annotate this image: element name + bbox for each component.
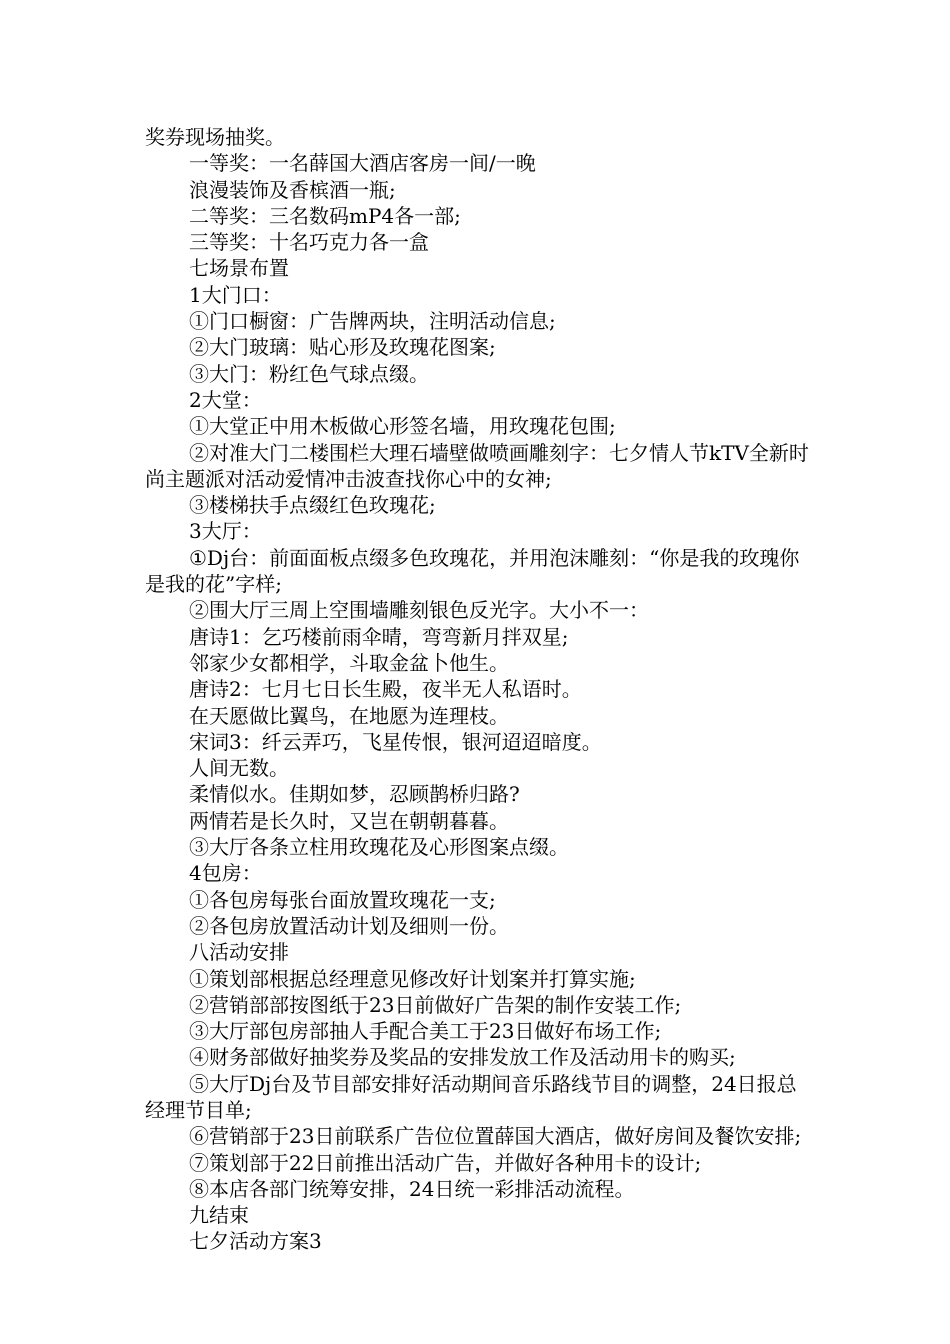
document-body (145, 124, 810, 1255)
paragraph: 4包房： (189, 861, 262, 886)
section-heading: 九结束 (189, 1203, 249, 1228)
paragraph: 邻家少女都相学，斗取金盆卜他生。 (189, 650, 509, 675)
paragraph: ①策划部根据总经理意见修改好计划案并打算实施; (189, 966, 636, 991)
paragraph: 两情若是长久时，又岂在朝朝暮暮。 (189, 808, 509, 833)
section-heading: 七夕活动方案3 (189, 1229, 322, 1254)
paragraph: ⑥营销部于23日前联系广告位位置薛国大酒店，做好房间及餐饮安排; (189, 1124, 802, 1149)
paragraph: ②各包房放置活动计划及细则一份。 (189, 913, 509, 938)
paragraph: ⑦策划部于22日前推出活动广告，并做好各种用卡的设计; (189, 1150, 702, 1175)
paragraph: ①各包房每张台面放置玫瑰花一支; (189, 887, 496, 912)
section-heading: 八活动安排 (189, 940, 289, 965)
paragraph: ③大厅部包房部抽人手配合美工于23日做好布场工作; (189, 1019, 662, 1044)
paragraph: ②大门玻璃：贴心形及玫瑰花图案; (189, 335, 496, 360)
paragraph: ⑤大厅Dj台及节目部安排好活动期间音乐路线节目的调整，24日报总经理节目单; (145, 1071, 797, 1122)
section-heading: 七场景布置 (189, 256, 289, 281)
paragraph: 一等奖：一名薛国大酒店客房一间/一晚 (189, 151, 536, 176)
paragraph: ②对准大门二楼围栏大理石墙壁做喷画雕刻字：七夕情人节kTV全新时尚主题派对活动爱情冲击波查找你心中的女神; (145, 440, 809, 491)
paragraph: 3大厅： (189, 519, 262, 544)
paragraph: 浪漫装饰及香槟酒一瓶; (189, 177, 396, 202)
paragraph: ①Dj台：前面面板点缀多色玫瑰花，并用泡沫雕刻：“你是我的玫瑰你是我的花”字样; (145, 545, 800, 597)
paragraph: 唐诗1：乞巧楼前雨伞晴，弯弯新月拌双星; (189, 624, 569, 649)
paragraph: 在天愿做比翼鸟，在地愿为连理枝。 (189, 703, 509, 728)
paragraph: 奖券现场抽奖。 (145, 125, 285, 149)
paragraph: ③大厅各条立柱用玫瑰花及心形图案点缀。 (189, 835, 569, 860)
paragraph: ④财务部做好抽奖券及奖品的安排发放工作及活动用卡的购买; (189, 1045, 736, 1070)
paragraph: ③大门：粉红色气球点缀。 (189, 361, 429, 386)
paragraph: ①门口橱窗：广告牌两块，注明活动信息; (189, 309, 556, 334)
paragraph: ③楼梯扶手点缀红色玫瑰花; (189, 493, 436, 518)
paragraph: 柔情似水。佳期如梦，忍顾鹊桥归路? (189, 782, 520, 807)
paragraph: 三等奖：十名巧克力各一盒 (189, 230, 429, 255)
paragraph: ②围大厅三周上空围墙雕刻银色反光字。大小不一： (189, 598, 649, 623)
paragraph: ⑧本店各部门统筹安排，24日统一彩排活动流程。 (189, 1176, 635, 1201)
paragraph: ②营销部部按图纸于23日前做好广告架的制作安装工作; (189, 992, 682, 1017)
paragraph: 唐诗2：七月七日长生殿，夜半无人私语时。 (189, 677, 582, 702)
paragraph: 宋词3：纤云弄巧，飞星传恨，银河迢迢暗度。 (189, 729, 602, 754)
paragraph: 2大堂： (189, 387, 262, 412)
paragraph: 1大门口： (189, 282, 282, 307)
paragraph: 人间无数。 (189, 756, 289, 781)
paragraph: 二等奖：三名数码mP4各一部; (189, 203, 461, 228)
paragraph: ①大堂正中用木板做心形签名墙，用玫瑰花包围; (189, 414, 616, 439)
